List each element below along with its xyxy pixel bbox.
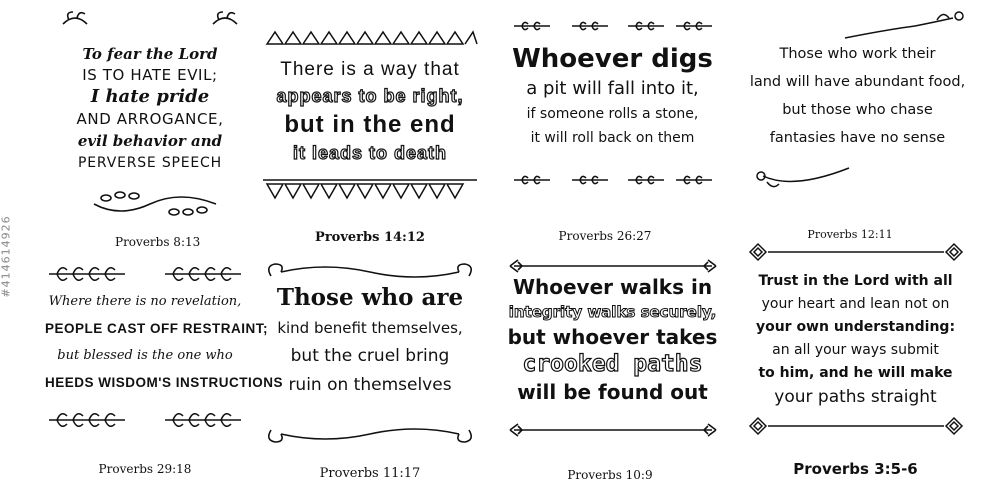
quote-line: an all your ways submit [772,342,939,358]
bottom-floral-swirl [753,162,853,194]
quote-line: a pit will fall into it, [526,78,699,99]
quote-line: crooked paths [522,351,703,377]
verse-reference: Proverbs 12:11 [807,228,893,241]
verse-reference: Proverbs 10:9 [567,468,653,482]
quote-line: it leads to death [292,143,448,163]
quote-line: Whoever walks in [512,275,713,299]
quote-line: PEOPLE CAST OFF RESTRAINT; [45,321,269,336]
card-proverbs-8-13 [55,0,245,250]
quote-line: but in the end [284,111,456,138]
quote-line: will be found out [517,380,708,404]
quote-line: but blessed is the one who [57,348,233,363]
bottom-leaf-ornament [90,190,220,218]
card-proverbs-26-27 [500,0,725,250]
bottom-swirl-divider [265,422,475,446]
top-vine-ornament [45,262,245,286]
verse-reference: Proverbs 14:12 [315,230,425,245]
card-proverbs-3-5-6 [738,250,973,500]
bottom-sprig-ornament [510,172,715,188]
card-proverbs-10-9 [500,250,725,500]
quote-line: fantasies have no sense [769,130,946,146]
top-triangle-border [263,28,477,48]
verse-reference: Proverbs 29:18 [98,462,192,476]
quote-line: your heart and lean not on [761,296,950,312]
quote-line: kind benefit themselves, [277,319,463,337]
top-floral-swirl [845,12,965,42]
quote-line: AND ARROGANCE, [76,110,224,128]
quote-line: land will have abundant food, [749,74,966,90]
bottom-diamond-divider [746,414,966,438]
top-sprig-ornament [510,18,715,34]
verse-reference: Proverbs 3:5-6 [793,460,918,478]
quote-line: Those who are [276,284,464,311]
quote-line: PERVERSE SPEECH [78,155,222,171]
bottom-arrow-divider [508,422,718,438]
card-proverbs-29-18 [45,250,283,500]
verse-reference: Proverbs 8:13 [115,235,201,249]
quote-line: HEEDS WISDOM'S INSTRUCTIONS [45,375,283,390]
stock-id-text: #414614926 [0,215,13,298]
quote-line: evil behavior and [77,132,223,150]
quote-line: Trust in the Lord with all [758,273,953,289]
quote-line: but whoever takes [507,325,718,349]
card-proverbs-14-12 [255,0,485,250]
quote-line: but the cruel bring [290,346,450,366]
quote-line: if someone rolls a stone, [526,106,699,122]
quote-line: your paths straight [774,387,937,407]
bottom-triangle-border [263,178,477,204]
card-proverbs-11-17 [255,250,485,500]
top-diamond-divider [746,240,966,264]
top-arrow-divider [508,258,718,274]
card-proverbs-12-11 [745,0,970,250]
quote-line: ruin on themselves [288,375,452,395]
quote-line: Where there is no revelation, [48,294,242,309]
quote-line: appears to be right, [276,86,464,106]
quote-line: To fear the Lord [82,45,218,63]
quote-line: Whoever digs [512,44,713,74]
quote-line: integrity walks securely, [508,303,717,321]
bottom-vine-ornament [45,408,245,432]
verse-reference: Proverbs 11:17 [319,466,421,481]
quote-line: I hate pride [90,86,210,107]
verse-reference: Proverbs 26:27 [558,229,652,243]
quote-line: Those who work their [779,46,936,62]
quote-line: your own understanding: [755,319,956,335]
quote-line: There is a way that [280,59,460,80]
quote-line: to him, and he will make [758,365,953,381]
top-swirl-divider [265,260,475,284]
top-leaf-ornament [55,14,245,44]
quote-line: it will roll back on them [530,130,695,146]
quote-line: but those who chase [782,102,933,118]
quote-line: IS TO HATE EVIL; [82,66,218,84]
stock-id-stamp [0,0,14,500]
